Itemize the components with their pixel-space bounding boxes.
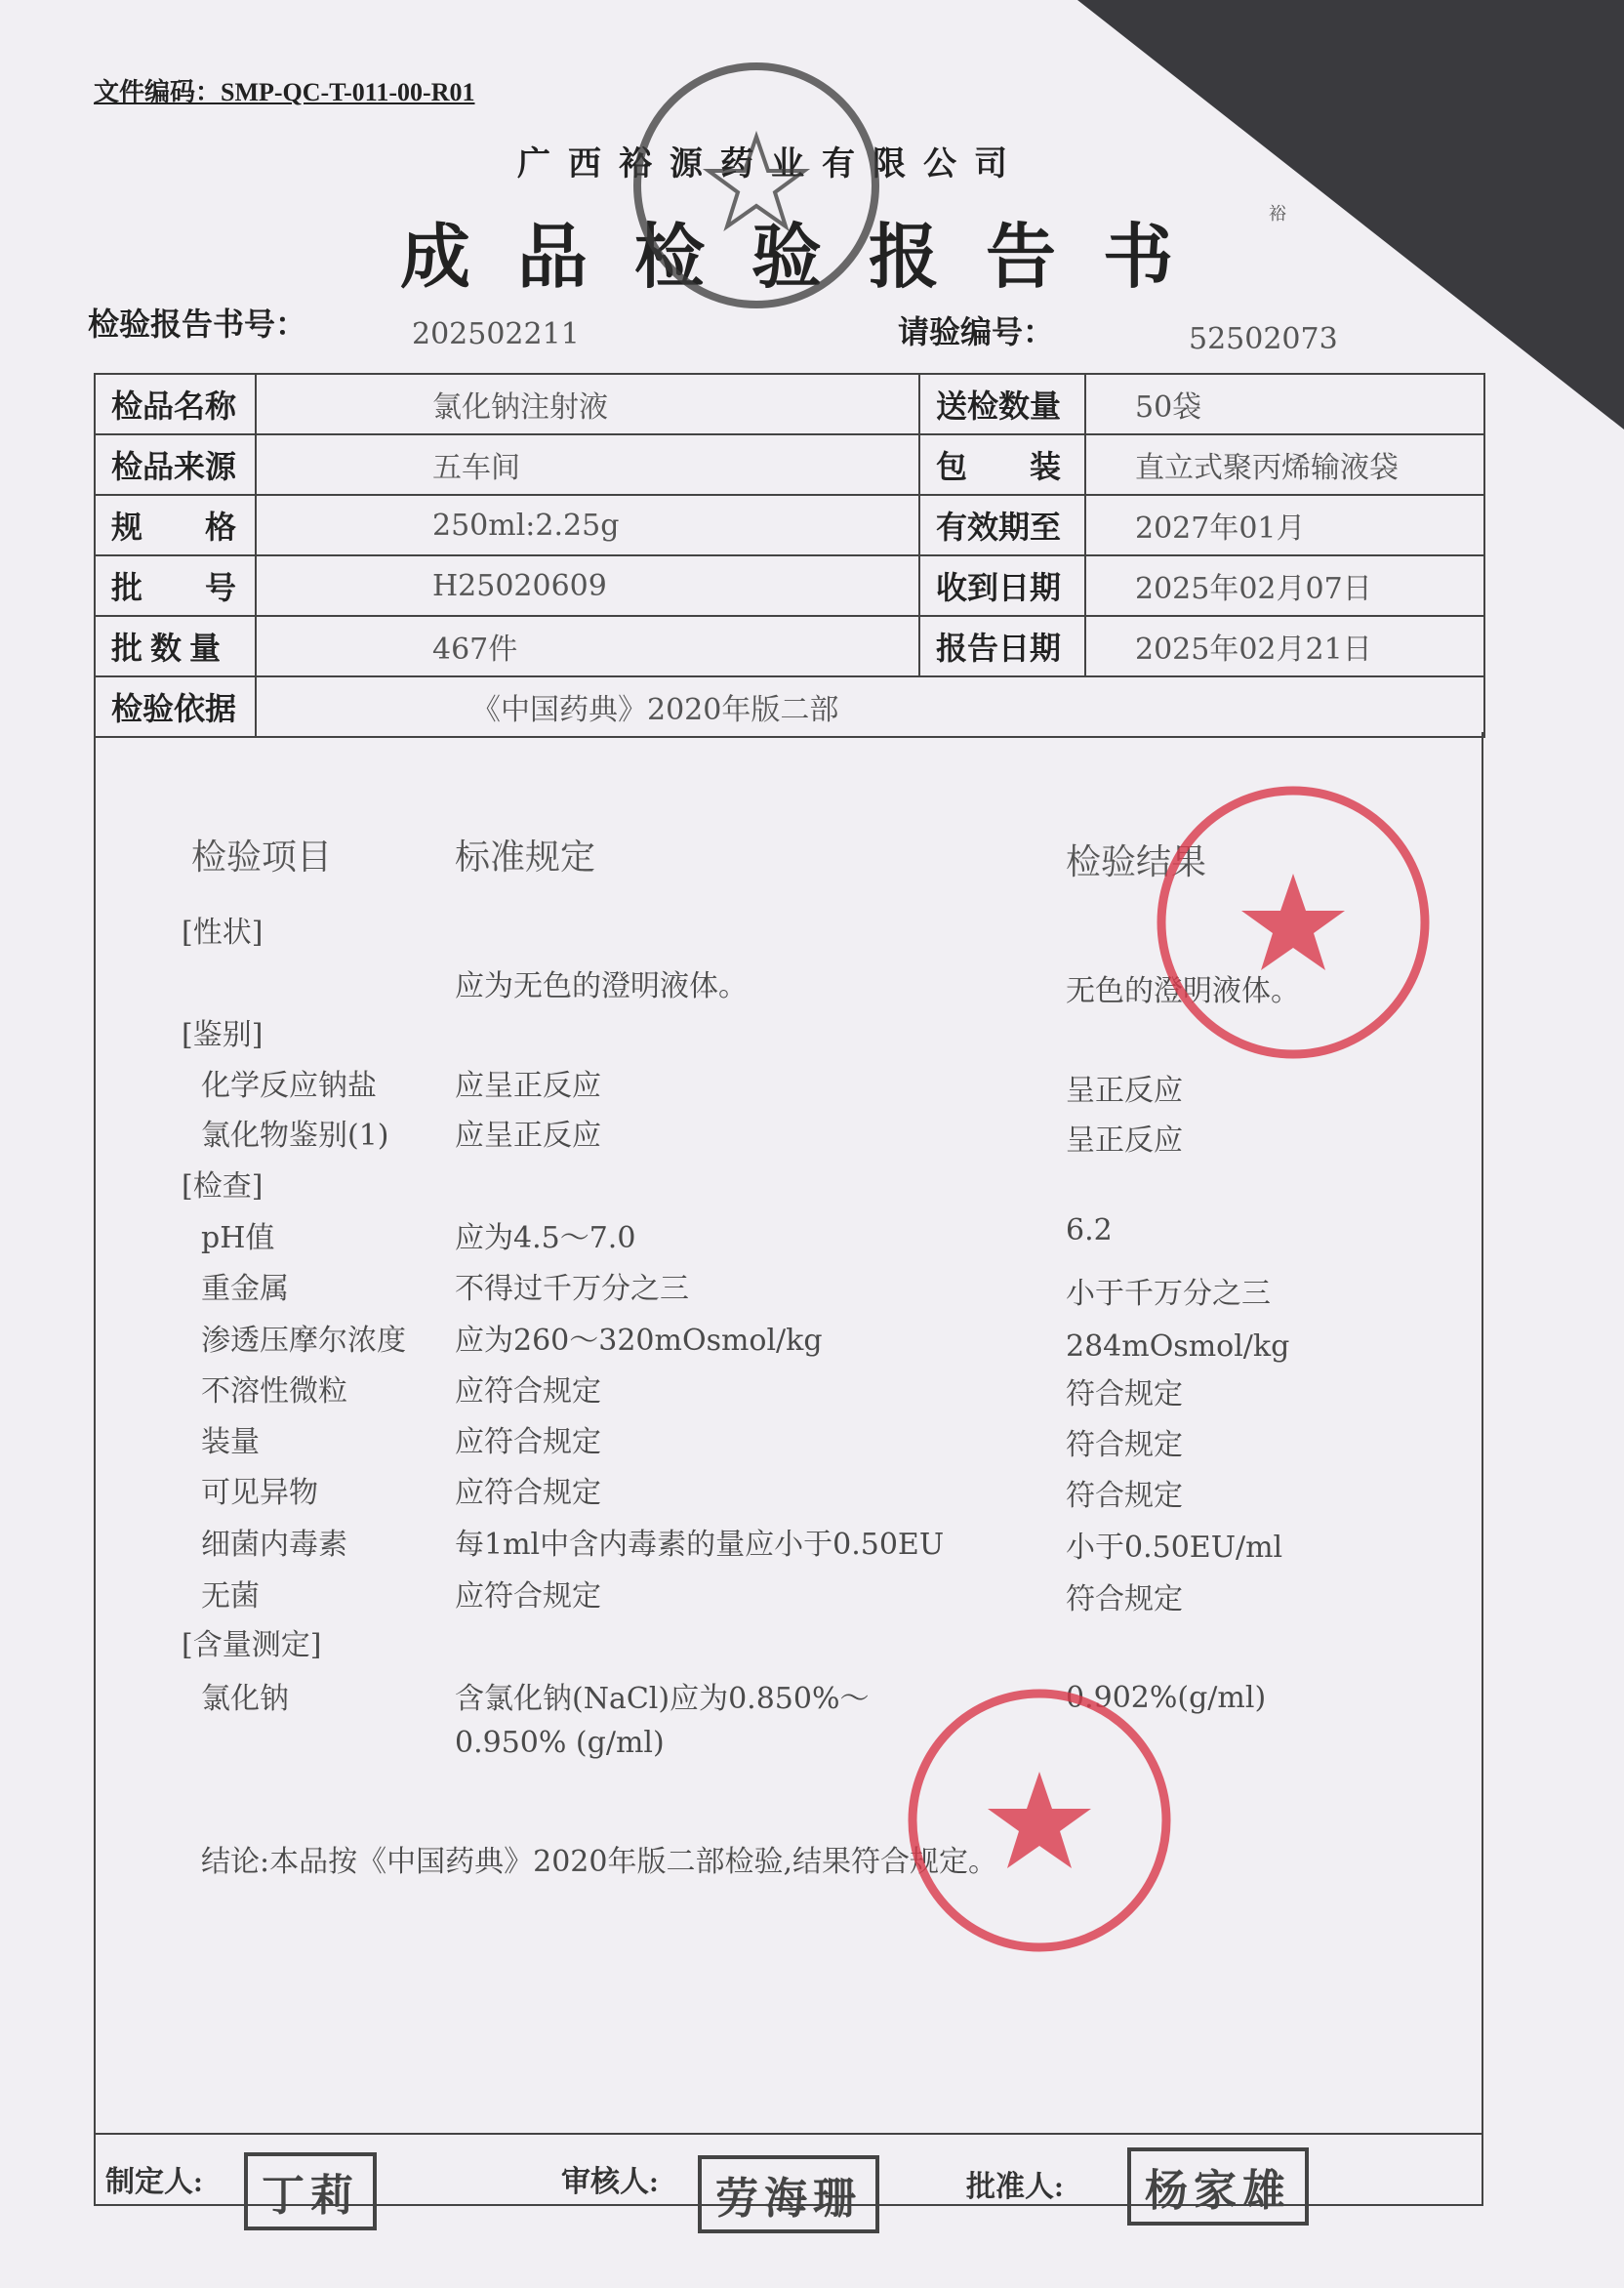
report-date-label: 报告日期 [919, 616, 1085, 676]
spec: 250ml:2.25g [256, 495, 919, 555]
item-cell: 氯化物鉴别(1) [201, 1119, 389, 1153]
batch-qty-label: 批 数 量 [95, 616, 256, 676]
result-cell: 符合规定 [1066, 1479, 1183, 1513]
result-cell: 小于千万分之三 [1066, 1277, 1271, 1311]
result-cell: 284mOsmol/kg [1066, 1329, 1290, 1364]
standard-cell: 应符合规定 [455, 1579, 601, 1614]
standard-cell-line2: 0.950% (g/ml) [455, 1726, 665, 1760]
standard-cell: 含氯化钠(NaCl)应为0.850%～ [455, 1682, 870, 1716]
source: 五车间 [256, 434, 919, 495]
item-cell: 无菌 [201, 1579, 260, 1614]
maker-label: 制定人: [105, 2166, 203, 2198]
company-seal [625, 54, 888, 317]
package-label: 包 装 [919, 434, 1085, 495]
table-row [95, 434, 1484, 495]
col-item-header: 检验项目 [191, 838, 333, 878]
section-label: [检查] [182, 1169, 264, 1204]
expiry-label: 有效期至 [919, 495, 1085, 555]
result-cell: 小于0.50EU/ml [1066, 1531, 1283, 1565]
batch-qty: 467件 [256, 616, 919, 676]
batch-label: 批 号 [95, 555, 256, 616]
item-cell: 可见异物 [201, 1476, 318, 1510]
package: 直立式聚丙烯输液袋 [1085, 434, 1484, 495]
section-label: [鉴别] [182, 1018, 264, 1052]
report-date: 2025年02月21日 [1085, 616, 1484, 676]
table-row [95, 555, 1484, 616]
item-cell: 氯化钠 [201, 1682, 289, 1716]
request-no-label: 请验编号： [898, 314, 1055, 349]
result-cell: 符合规定 [1066, 1377, 1183, 1411]
received-label: 收到日期 [919, 555, 1085, 616]
standard-cell: 应符合规定 [455, 1374, 601, 1409]
result-cell: 符合规定 [1066, 1428, 1183, 1462]
col-standard-header: 标准规定 [455, 838, 596, 878]
section-label: [性状] [182, 916, 264, 950]
standard-cell: 应为260～320mOsmol/kg [455, 1324, 823, 1358]
item-cell: 细菌内毒素 [201, 1528, 347, 1562]
standard-cell: 应呈正反应 [455, 1119, 601, 1153]
result-cell: 呈正反应 [1066, 1124, 1183, 1158]
standard-cell: 不得过千万分之三 [455, 1272, 689, 1306]
maker-signature: 丁莉 [244, 2152, 377, 2230]
table-row [95, 676, 1484, 737]
standard-cell: 应为无色的澄明液体。 [455, 969, 748, 1003]
standard-cell: 应呈正反应 [455, 1069, 601, 1103]
table-row [95, 374, 1484, 434]
product-name-label: 检品名称 [95, 374, 256, 434]
spec-label: 规 格 [95, 495, 256, 555]
qa-dept-seal [898, 1679, 1181, 1962]
corner-logo: 裕 [1269, 204, 1286, 225]
quality-seal [1147, 776, 1440, 1069]
standard-cell: 每1ml中含内毒素的量应小于0.50EU [455, 1528, 945, 1562]
result-cell: 6.2 [1066, 1213, 1113, 1247]
result-cell: 符合规定 [1066, 1582, 1183, 1616]
item-cell: pH值 [201, 1221, 275, 1255]
basis-label: 检验依据 [95, 676, 256, 737]
info-table [94, 373, 1485, 738]
item-cell: 重金属 [201, 1272, 289, 1306]
report-no-label: 检验报告书号： [88, 306, 307, 342]
item-cell: 化学反应钠盐 [201, 1069, 377, 1103]
standard-cell: 应为4.5～7.0 [455, 1221, 636, 1255]
quantity-label: 送检数量 [919, 374, 1085, 434]
divider [96, 2133, 1482, 2135]
standard-cell: 应符合规定 [455, 1476, 601, 1510]
col-result-header: 检验结果 [1066, 842, 1207, 882]
report-no: 202502211 [412, 317, 580, 351]
approver-signature: 杨家雄 [1127, 2147, 1309, 2226]
item-cell: 装量 [201, 1425, 260, 1459]
expiry: 2027年01月 [1085, 495, 1484, 555]
request-no: 52502073 [1189, 322, 1338, 356]
approver-label: 批准人: [966, 2171, 1064, 2203]
result-cell: 无色的澄明液体。 [1066, 974, 1300, 1008]
company-name: 广西裕源药业有限公司 [517, 146, 1025, 183]
table-row [95, 495, 1484, 555]
section-label: [含量测定] [182, 1628, 322, 1662]
source-label: 检品来源 [95, 434, 256, 495]
item-cell: 不溶性微粒 [201, 1374, 347, 1409]
item-cell: 渗透压摩尔浓度 [201, 1324, 406, 1358]
standard-cell: 应符合规定 [455, 1425, 601, 1459]
batch: H25020609 [256, 555, 919, 616]
result-cell: 呈正反应 [1066, 1074, 1183, 1108]
quantity: 50袋 [1085, 374, 1484, 434]
conclusion: 结论:本品按《中国药典》2020年版二部检验,结果符合规定。 [201, 1845, 997, 1879]
reviewer-label: 审核人: [561, 2166, 659, 2198]
doc-code: 文件编码：SMP-QC-T-011-00-R01 [94, 78, 475, 106]
page-title: 成品检验报告书 [400, 219, 1221, 297]
result-cell: 0.902%(g/ml) [1066, 1681, 1267, 1715]
table-row [95, 616, 1484, 676]
received: 2025年02月07日 [1085, 555, 1484, 616]
product-name: 氯化钠注射液 [256, 374, 919, 434]
reviewer-signature: 劳海珊 [698, 2155, 879, 2233]
basis: 《中国药典》2020年版二部 [256, 676, 1484, 737]
